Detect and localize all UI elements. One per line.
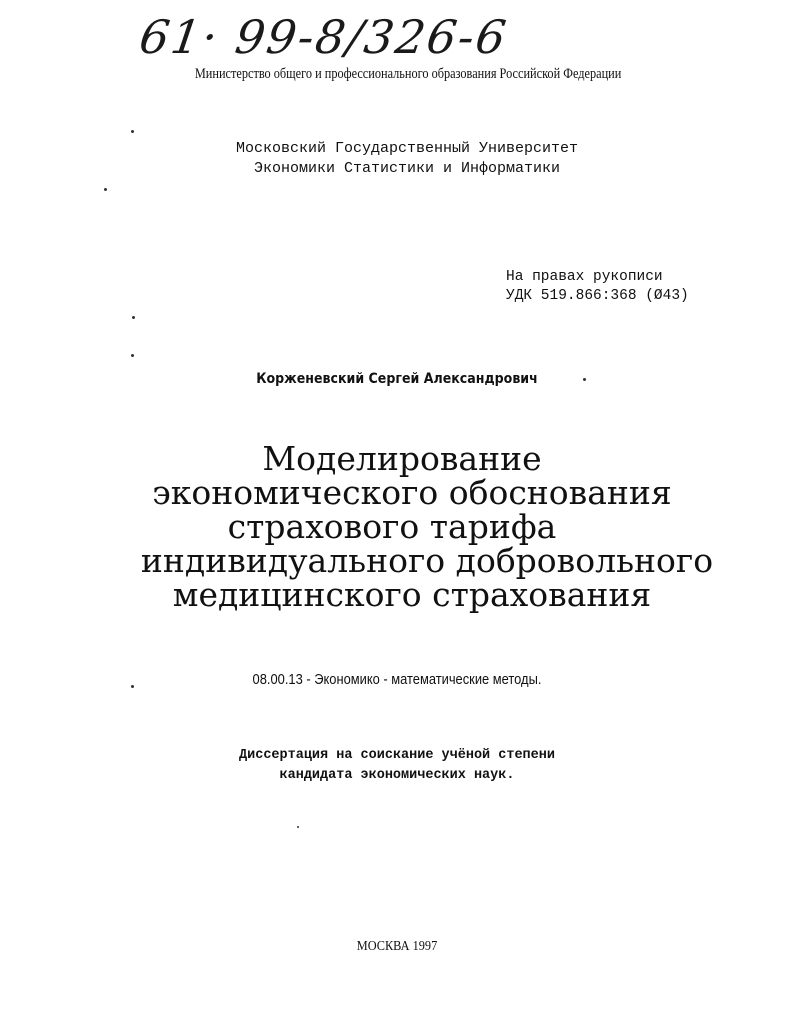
scan-speck [131, 685, 134, 688]
city-year: МОСКВА 1997 [356, 939, 438, 954]
title-line-4: индивидуального добровольного [140, 541, 714, 580]
title-line-1: Моделирование [262, 439, 542, 478]
scan-speck [132, 316, 135, 319]
title-line-2: экономического обоснования [152, 473, 672, 512]
scan-speck [131, 130, 134, 133]
author-name: Корженевский Сергей Александрович [256, 371, 538, 387]
title-line-3: страхового тарифа [227, 507, 557, 546]
scan-speck [583, 378, 586, 381]
university-line-2: Экономики Статистики и Информатики [253, 160, 561, 177]
dissertation-line-1: Диссертация на соискание учёной степени [239, 748, 555, 763]
handwritten-inventory-number: 61· 99-8/326-6 [136, 10, 512, 64]
udc-code: УДК 519.866:368 (Ø43) [506, 288, 689, 304]
scan-speck [131, 354, 134, 357]
specialty-code: 08.00.13 - Экономико - математические методы. [252, 671, 542, 688]
dissertation-line-2: кандидата экономических наук. [279, 768, 515, 783]
ministry-name: Министерство общего и профессионального образования Российской Федерации [194, 66, 622, 82]
manuscript-rights: На правах рукописи [506, 269, 663, 285]
title-line-5: медицинского страхования [172, 575, 652, 614]
scan-speck [104, 188, 107, 191]
scan-speck [297, 826, 299, 828]
university-line-1: Московский Государственный Университет [235, 140, 579, 157]
